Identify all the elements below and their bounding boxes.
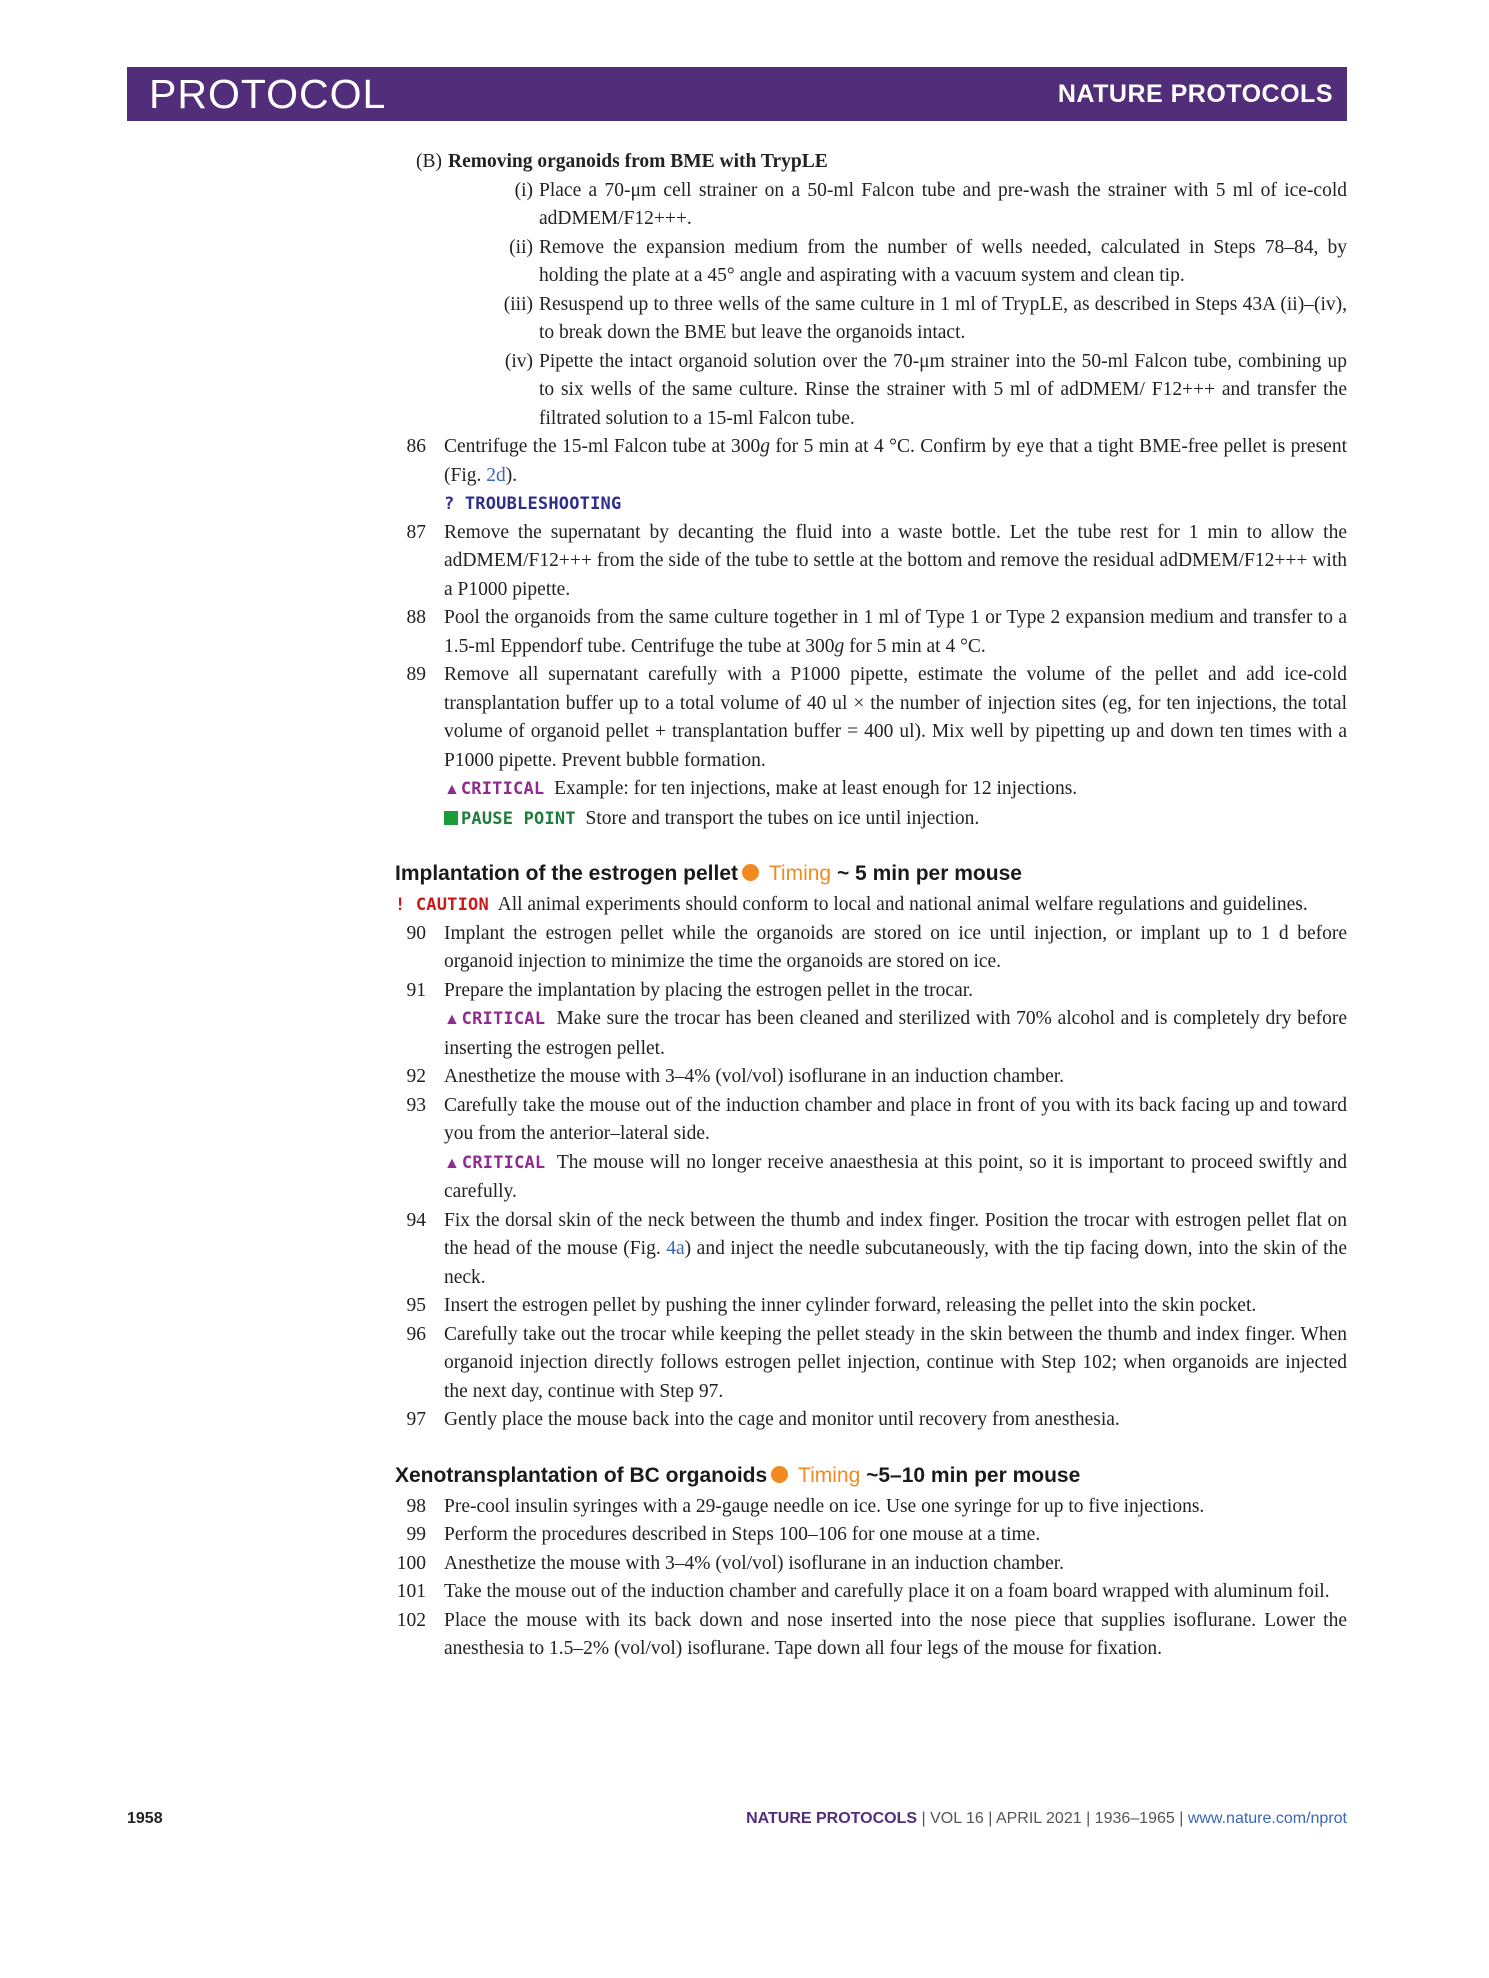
critical-triangle-icon: ▲ [444, 781, 460, 798]
timing-dot-icon [742, 864, 759, 881]
section-heading-xenotransplantation [395, 1461, 1347, 1491]
timing-value: ~5–10 min per mouse [866, 1463, 1081, 1487]
critical-triangle-icon: ▲ [444, 1011, 461, 1028]
pause-note [444, 805, 1347, 834]
caution-tag: ! CAUTION [395, 895, 489, 915]
step-number: 87 [406, 521, 426, 543]
sub-item-text: Place a 70-μm cell strainer on a 50-ml Falcon tube and pre-wash the strainer with 5 ml of ice-cold adDMEM/F12+++. [539, 179, 1347, 229]
critical-note [444, 1005, 1347, 1063]
step-93 [400, 1092, 1347, 1207]
subsection-heading [400, 148, 1347, 177]
step-text: Perform the procedures described in Steps 100–106 for one mouse at a time. [444, 1524, 1041, 1545]
step-text: Fix the dorsal skin of the neck between the thumb and index finger. Position the trocar with estrogen pellet flat on the head of the mouse (Fig. [444, 1209, 1347, 1259]
step-95 [400, 1292, 1347, 1321]
footer-separator: | [983, 1810, 996, 1827]
step-89 [400, 661, 1347, 833]
step-number: 98 [406, 1495, 426, 1517]
critical-text: The mouse will no longer receive anaesthesia at this point, so it is important to proceed swiftly and carefully. [444, 1151, 1347, 1202]
running-header [127, 67, 1347, 121]
critical-note [444, 1149, 1347, 1207]
step-96 [400, 1321, 1347, 1407]
footer-journal: NATURE PROTOCOLS [746, 1810, 918, 1827]
critical-tag: CRITICAL [461, 1152, 546, 1173]
step-text: Carefully take the mouse out of the induction chamber and place in front of you with its back facing up and toward you from the anterior–lateral side. [444, 1094, 1347, 1144]
step-number: 102 [396, 1609, 426, 1631]
sub-item-label: (i) [514, 179, 533, 201]
step-text: Prepare the implantation by placing the estrogen pellet in the trocar. [444, 979, 974, 1001]
step-number: 92 [406, 1066, 426, 1087]
sub-item-text: Remove the expansion medium from the number of wells needed, calculated in Steps 78–84, by holding the plate at a 45° angle and aspirating with a vacuum system and clean tip. [539, 236, 1347, 286]
step-number: 94 [406, 1209, 426, 1231]
step-99 [400, 1521, 1347, 1550]
timing-dot-icon [771, 1466, 788, 1483]
footer-url-link[interactable]: www.nature.com/nprot [1187, 1810, 1347, 1827]
step-text: for 5 min at 4 °C. Confirm by eye that a tight BME-free pellet is present (Fig. [444, 436, 1347, 486]
sub-item-label: (iii) [503, 293, 533, 315]
section-title: Xenotransplantation of BC organoids [395, 1463, 768, 1487]
step-text: Anesthetize the mouse with 3–4% (vol/vol) isoflurane in an induction chamber. [444, 1066, 1065, 1087]
step-text: Anesthetize the mouse with 3–4% (vol/vol) isoflurane in an induction chamber. [444, 1552, 1065, 1574]
step-91 [400, 977, 1347, 1064]
step-text: Insert the estrogen pellet by pushing the inner cylinder forward, releasing the pellet into the skin pocket. [444, 1295, 1257, 1316]
step-text: ) and inject the needle subcutaneously, with the tip facing down, into the skin of the neck. [444, 1238, 1347, 1288]
step-number: 86 [406, 436, 426, 457]
footer-separator: | [1174, 1810, 1188, 1827]
footer-volume: VOL 16 [930, 1810, 984, 1827]
caution-text: All animal experiments should conform to local and national animal welfare regulations and guidelines. [497, 894, 1308, 915]
step-number: 99 [406, 1524, 426, 1545]
header-journal-name: NATURE PROTOCOLS [1057, 80, 1333, 108]
step-text: Remove the supernatant by decanting the fluid into a waste bottle. Let the tube rest for 1 min to allow the adDMEM/F12+++ from the side of the tube to settle at the bottom and remove the residual adDMEM/F12+++ with a P1000 pipette. [444, 521, 1347, 600]
step-98 [400, 1493, 1347, 1522]
critical-text: Make sure the trocar has been cleaned and sterilized with 70% alcohol and is completely dry before inserting the estrogen pellet. [444, 1008, 1347, 1059]
step-90 [400, 920, 1347, 977]
sub-item [493, 234, 1347, 291]
step-number: 88 [406, 607, 426, 628]
step-101 [396, 1578, 1347, 1607]
section-title: Implantation of the estrogen pellet [395, 862, 739, 885]
pause-tag: PAUSE POINT [461, 808, 576, 829]
critical-triangle-icon: ▲ [444, 1154, 461, 1172]
step-text: Take the mouse out of the induction chamber and carefully place it on a foam board wrapped with aluminum foil. [444, 1581, 1330, 1602]
step-number: 93 [406, 1094, 426, 1116]
critical-text: Example: for ten injections, make at least enough for 12 injections. [554, 778, 1078, 799]
sub-item [493, 291, 1347, 348]
step-text: Carefully take out the trocar while keeping the pellet steady in the skin between the thumb and index finger. When organoid injection directly follows estrogen pellet injection, continue with Step 102; when organoids are injected the next day, continue with Step 97. [444, 1323, 1347, 1402]
subsection-title: Removing organoids from BME with TrypLE [448, 151, 828, 172]
step-number: 97 [406, 1409, 426, 1430]
step-number: 101 [396, 1581, 426, 1602]
step-text: Implant the estrogen pellet while the organoids are stored on ice until injection, or implant up to 1 d before organoid injection to minimize the time the organoids are stored on ice. [444, 922, 1347, 972]
critical-tag: CRITICAL [460, 779, 545, 799]
unit-g: g [834, 635, 845, 657]
step-text: ). [505, 464, 518, 486]
timing-label: Timing [768, 862, 832, 885]
unit-g: g [760, 436, 771, 457]
sub-item [493, 177, 1347, 234]
sub-item-label: (ii) [509, 236, 533, 258]
step-92 [400, 1063, 1347, 1092]
header-section-label: PROTOCOL [149, 71, 387, 117]
step-number: 89 [406, 664, 426, 685]
step-97 [400, 1406, 1347, 1435]
step-text: Place the mouse with its back down and nose inserted into the nose piece that supplies isoflurane. Lower the anesthesia to 1.5–2% (vol/vol) isoflurane. Tape down all four legs of the mouse for fixation. [444, 1609, 1347, 1659]
step-number: 100 [396, 1552, 426, 1574]
sub-item-text: Pipette the intact organoid solution over the 70-μm strainer into the 50-ml Falcon tube, combining up to six wells of the same culture. Rinse the strainer with 5 ml of adDMEM/ F12+++ and transfer the filtrated solution to a 15-ml Falcon tube. [539, 350, 1347, 429]
step-number: 90 [406, 922, 426, 944]
step-number: 95 [406, 1295, 426, 1316]
subsection-label: (B) [416, 151, 442, 172]
caution-note [395, 891, 1347, 920]
step-102 [396, 1607, 1347, 1664]
step-text: Pre-cool insulin syringes with a 29-gauge needle on ice. Use one syringe for up to five injections. [444, 1495, 1205, 1517]
step-88 [400, 604, 1347, 661]
section-heading-estrogen [395, 859, 1347, 889]
footer-separator: | [917, 1810, 931, 1827]
step-text: for 5 min at 4 °C. [844, 635, 986, 657]
citation-line [746, 1810, 1347, 1828]
figure-link[interactable]: 4a [666, 1238, 685, 1259]
timing-label: Timing [798, 1463, 861, 1487]
step-87 [400, 519, 1347, 605]
pause-text: Store and transport the tubes on ice until injection. [585, 807, 980, 829]
sub-item-text: Resuspend up to three wells of the same culture in 1 ml of TrypLE, as described in Steps 43A (ii)–(iv), to break down the BME but leave the organoids intact. [539, 293, 1347, 343]
page-number: 1958 [127, 1810, 163, 1827]
footer-separator: | [1081, 1810, 1095, 1827]
step-text: Remove all supernatant carefully with a P1000 pipette, estimate the volume of the pellet and add ice-cold transplantation buffer up to a total volume of 40 ul × the number of injection sites (eg, for ten injections, the total volume of organoid pellet + transplantation buffer = 400 ul). Mix well by pipetting up and down ten times with a P1000 pipette. Prevent bubble formation. [444, 664, 1347, 771]
step-number: 91 [406, 979, 426, 1001]
footer-date: APRIL 2021 [995, 1810, 1082, 1827]
step-86 [400, 433, 1347, 519]
sub-item [493, 348, 1347, 434]
timing-value: ~ 5 min per mouse [836, 862, 1022, 885]
critical-note [444, 775, 1347, 805]
step-94 [400, 1207, 1347, 1293]
step-text: Gently place the mouse back into the cage and monitor until recovery from anesthesia. [444, 1409, 1120, 1430]
sub-item-label: (iv) [504, 350, 533, 372]
step-text: Centrifuge the 15-ml Falcon tube at 300 [444, 436, 761, 457]
page-footer [127, 1810, 1347, 1834]
troubleshooting-tag[interactable]: ? TROUBLESHOOTING [444, 494, 622, 514]
critical-tag: CRITICAL [461, 1009, 546, 1029]
footer-pages: 1936–1965 [1094, 1810, 1175, 1827]
step-100 [396, 1550, 1347, 1579]
step-number: 96 [406, 1323, 426, 1345]
page-body [395, 148, 1347, 1664]
figure-link[interactable]: 2d [486, 464, 506, 486]
step-text: Pool the organoids from the same culture together in 1 ml of Type 1 or Type 2 expansion medium and transfer to a 1.5-ml Eppendorf tube. Centrifuge the tube at 300 [444, 607, 1347, 657]
sub-item-list [400, 177, 1347, 434]
pause-square-icon [444, 811, 458, 825]
